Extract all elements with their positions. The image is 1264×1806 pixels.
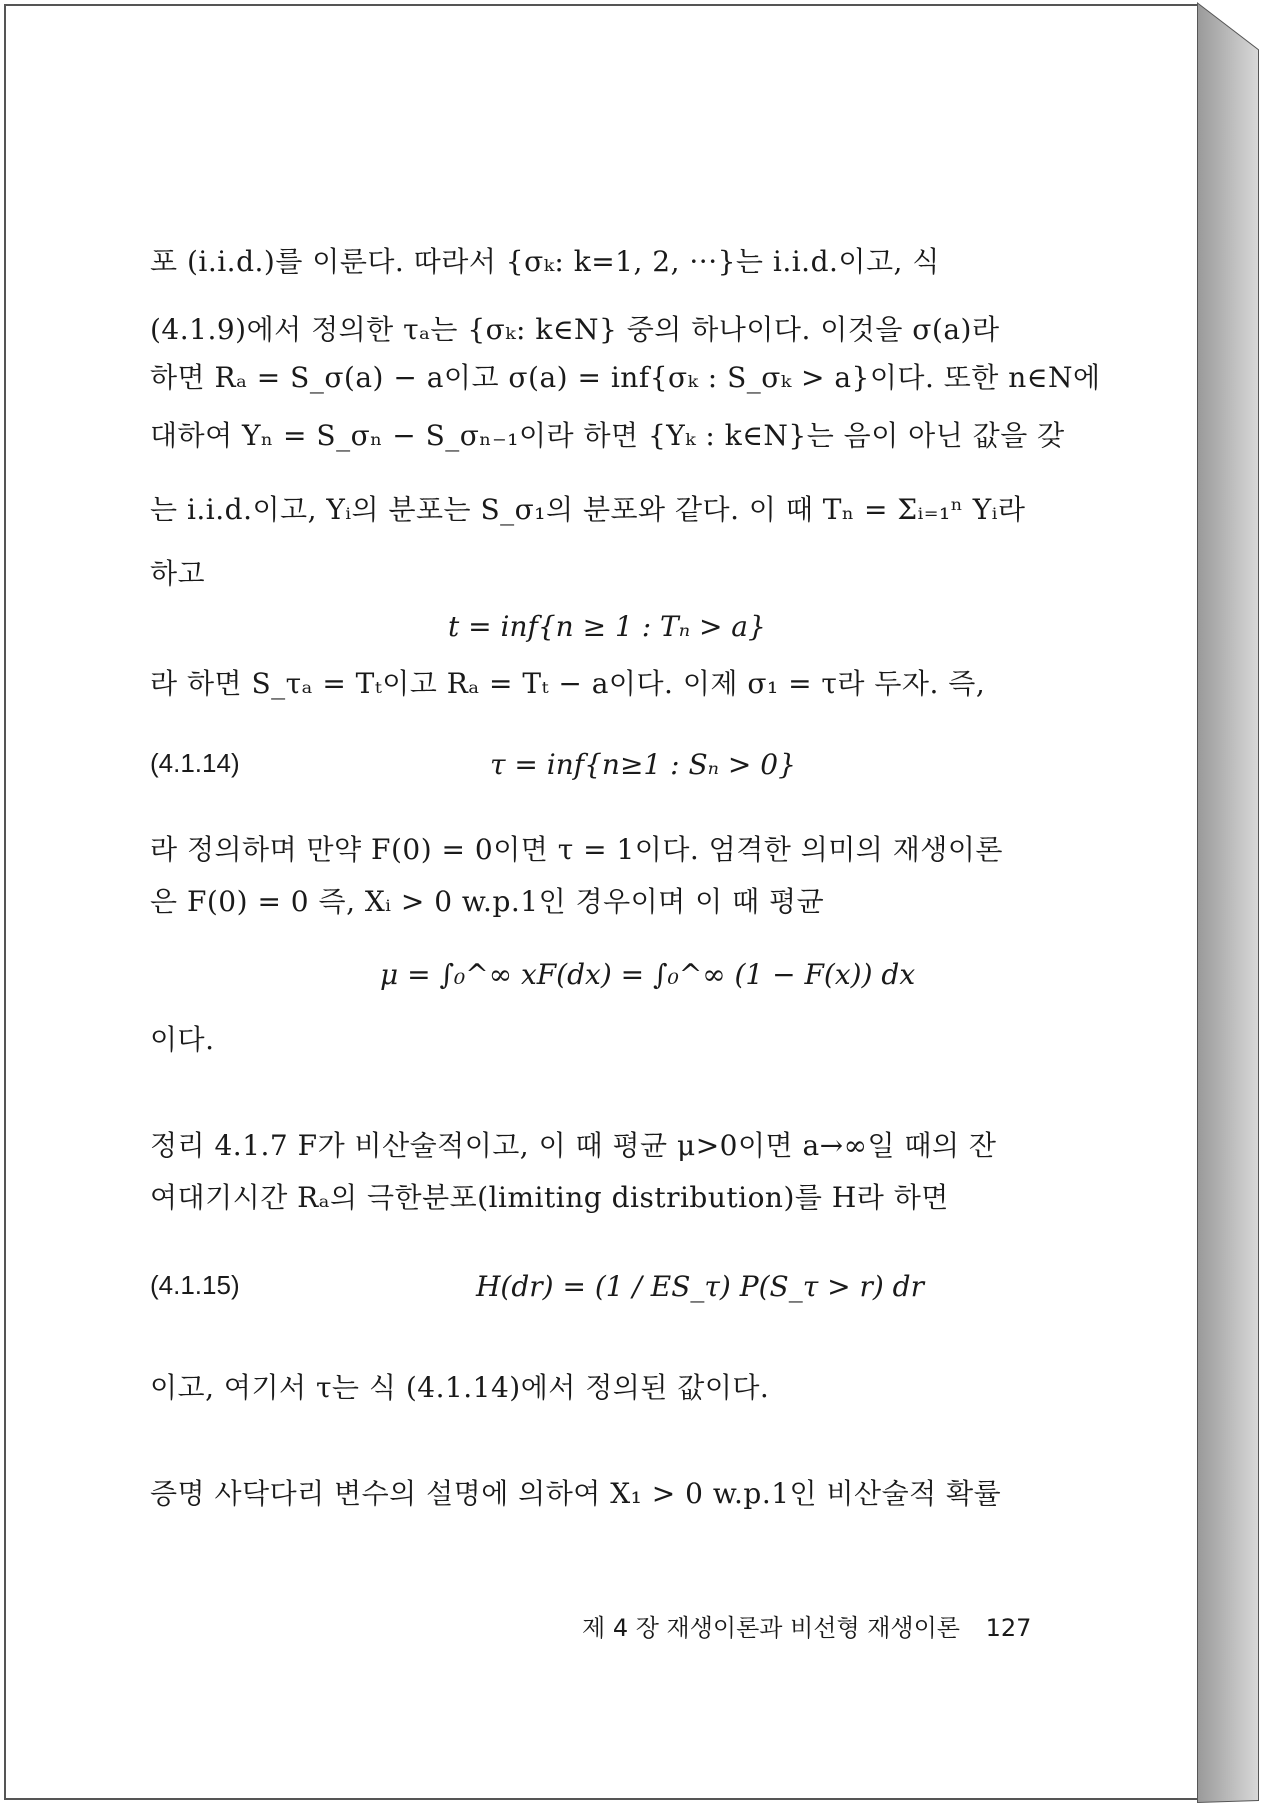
equation-mu: μ = ∫₀^∞ xF(dx) = ∫₀^∞ (1 − F(x)) dx xyxy=(380,958,916,991)
text-line-13: 이고, 여기서 τ는 식 (4.1.14)에서 정의된 값이다. xyxy=(150,1371,770,1404)
text-line-2: (4.1.9)에서 정의한 τₐ는 {σₖ: k∈N} 중의 하나이다. 이것을 σ(a)라 xyxy=(150,313,1000,346)
proof-line: 증명 사닥다리 변수의 설명에 의하여 X₁ > 0 w.p.1인 비산술적 확률 xyxy=(150,1477,1002,1510)
equation-number-4-1-14: (4.1.14) xyxy=(150,748,240,778)
text-line-7: 라 하면 S_τₐ = Tₜ이고 Rₐ = Tₜ − a이다. 이제 σ₁ = τ라 두자. 즉, xyxy=(150,667,986,700)
text-line-3: 하면 Rₐ = S_σ(a) − a이고 σ(a) = inf{σₖ : S_σₖ > a}이다. 또한 n∈N에 xyxy=(150,361,1101,394)
text-line-4: 대하여 Yₙ = S_σₙ − S_σₙ₋₁이라 하면 {Yₖ : k∈N}는 음이 아닌 값을 갖 xyxy=(150,419,1065,452)
equation-t: t = inf{n ≥ 1 : Tₙ > a} xyxy=(448,610,766,643)
text-line-8: 라 정의하며 만약 F(0) = 0이면 τ = 1이다. 엄격한 의미의 재생이론 xyxy=(150,833,1003,866)
page-number: 127 xyxy=(985,1614,1032,1642)
text-line-9: 은 F(0) = 0 즉, Xᵢ > 0 w.p.1인 경우이며 이 때 평균 xyxy=(150,885,825,918)
footer-chapter: 제 4 장 재생이론과 비선형 재생이론 xyxy=(582,1614,960,1642)
theorem-4-1-7: 정리 4.1.7 F가 비산술적이고, 이 때 평균 μ>0이면 a→∞일 때의 잔 xyxy=(150,1129,997,1162)
text-line-6: 하고 xyxy=(150,557,206,590)
text-line-1: 포 (i.i.d.)를 이룬다. 따라서 {σₖ: k=1, 2, ···}는 i.i.d.이고, 식 xyxy=(150,245,940,278)
equation-tau: τ = inf{n≥1 : Sₙ > 0} xyxy=(490,748,796,781)
text-line-12: 여대기시간 Rₐ의 극한분포(limiting distribution)를 H라 하면 xyxy=(150,1181,949,1214)
text-line-5: 는 i.i.d.이고, Yᵢ의 분포는 S_σ₁의 분포와 같다. 이 때 Tₙ = Σᵢ₌₁ⁿ Yᵢ라 xyxy=(150,493,1026,526)
equation-H: H(dr) = (1 / ES_τ) P(S_τ > r) dr xyxy=(476,1270,924,1303)
equation-number-4-1-15: (4.1.15) xyxy=(150,1270,240,1300)
page-edge-shadow xyxy=(1194,0,1264,1806)
running-footer xyxy=(582,1608,1031,1643)
text-line-10: 이다. xyxy=(150,1023,215,1056)
